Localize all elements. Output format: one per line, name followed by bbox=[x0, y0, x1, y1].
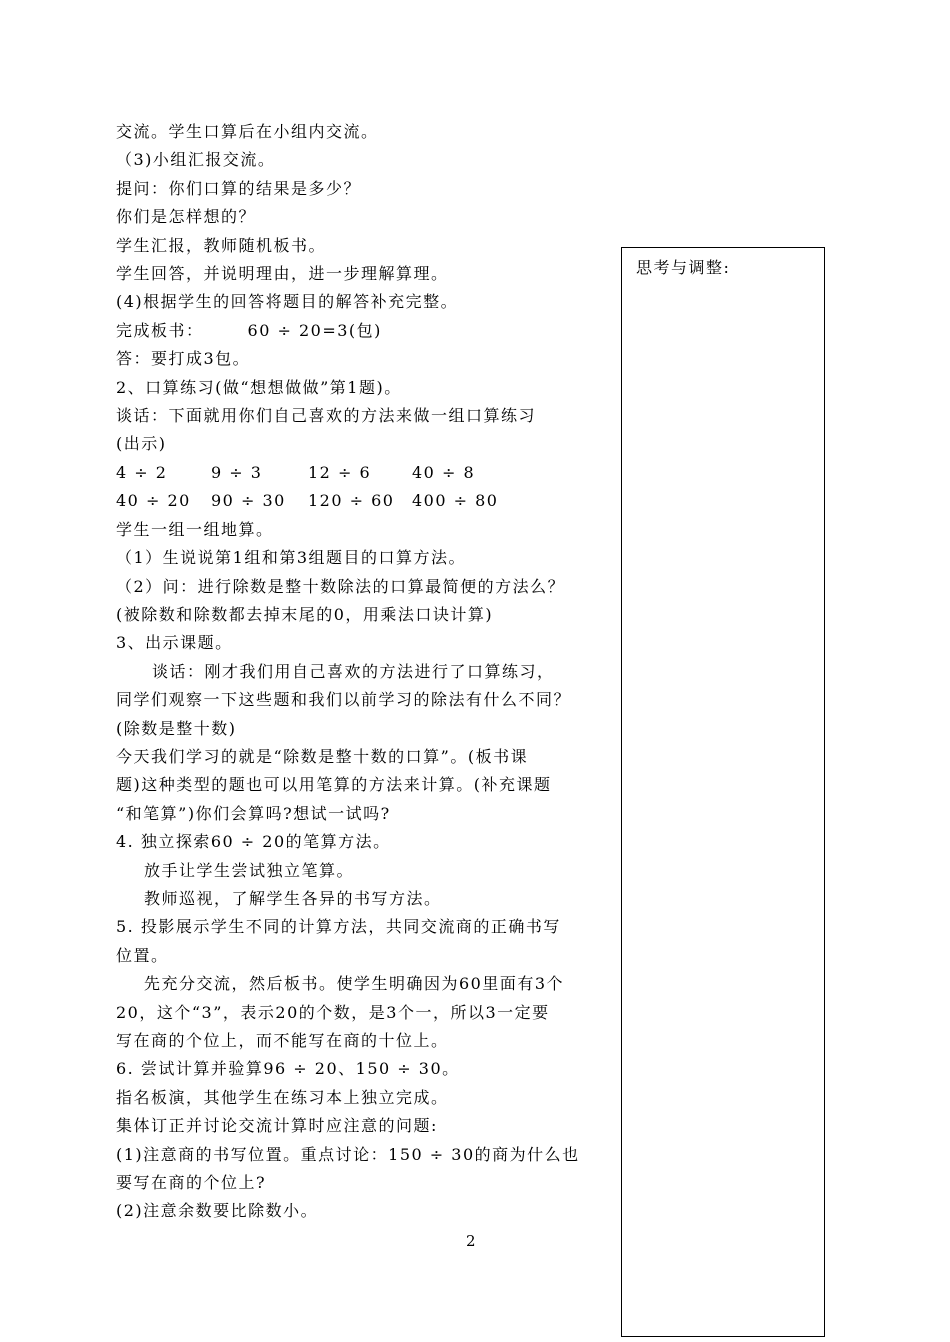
text-line: 学生汇报，教师随机板书。 bbox=[116, 235, 327, 255]
text-line: 教师巡视，了解学生各异的书写方法。 bbox=[144, 888, 442, 908]
text-line: 放手让学生尝试独立笔算。 bbox=[144, 860, 355, 880]
text-line: “和笔算”)你们会算吗?想试一试吗? bbox=[116, 803, 391, 823]
text-line: (被除数和除数都去掉末尾的0，用乘法口诀计算) bbox=[116, 604, 494, 624]
text-line: 学生回答，并说明理由，进一步理解算理。 bbox=[116, 264, 449, 284]
text-line: 学生一组一组地算。 bbox=[116, 519, 274, 539]
exercise-row bbox=[116, 487, 616, 515]
text-line: (1)注意商的书写位置。重点讨论：150 ÷ 30的商为什么也 bbox=[116, 1144, 580, 1164]
text-line: 5. 投影展示学生不同的计算方法，共同交流商的正确书写 bbox=[116, 917, 561, 937]
board-line bbox=[116, 317, 616, 345]
text-line: 要写在商的个位上? bbox=[116, 1173, 267, 1193]
text-line: 3、出示课题。 bbox=[116, 633, 233, 653]
text-line: 位置。 bbox=[116, 945, 169, 965]
board-equation: 60 ÷ 20=3(包) bbox=[247, 320, 382, 340]
text-line: （3)小组汇报交流。 bbox=[116, 150, 276, 170]
exercise-item: 120 ÷ 60 bbox=[308, 491, 395, 511]
text-line: 同学们观察一下这些题和我们以前学习的除法有什么不同？ bbox=[116, 690, 572, 710]
notes-label: 思考与调整: bbox=[636, 258, 731, 277]
text-line: （1）生说说第1组和第3组题目的口算方法。 bbox=[116, 548, 467, 568]
text-line: (2)注意余数要比除数小。 bbox=[116, 1201, 319, 1221]
text-line: （2）问：进行除数是整十数除法的口算最简便的方法么？ bbox=[116, 576, 566, 596]
text-line: 提问：你们口算的结果是多少？ bbox=[116, 178, 362, 198]
exercise-item: 9 ÷ 3 bbox=[211, 462, 263, 482]
text-line: 你们是怎样想的？ bbox=[116, 207, 257, 227]
text-line: 谈话：刚才我们用自己喜欢的方法进行了口算练习， bbox=[152, 661, 555, 681]
text-line: 题)这种类型的题也可以用笔算的方法来计算。(补充课题 bbox=[116, 775, 552, 795]
text-line: 2、口算练习(做“想想做做”第1题)。 bbox=[116, 377, 402, 397]
exercise-item: 400 ÷ 80 bbox=[412, 491, 499, 511]
exercise-item: 40 ÷ 8 bbox=[412, 462, 476, 482]
text-line: (4)根据学生的回答将题目的解答补充完整。 bbox=[116, 292, 459, 312]
text-line: 交流。学生口算后在小组内交流。 bbox=[116, 122, 379, 141]
exercise-item: 40 ÷ 20 bbox=[116, 491, 191, 511]
exercise-item: 12 ÷ 6 bbox=[308, 462, 372, 482]
text-line: 今天我们学习的就是“除数是整十数的口算”。(板书课 bbox=[116, 746, 529, 766]
board-label: 完成板书： bbox=[116, 320, 204, 340]
page-number: 2 bbox=[466, 1232, 476, 1250]
exercise-item: 4 ÷ 2 bbox=[116, 462, 168, 482]
text-line: 指名板演，其他学生在练习本上独立完成。 bbox=[116, 1087, 449, 1107]
text-line: (除数是整十数) bbox=[116, 718, 237, 738]
exercise-item: 90 ÷ 30 bbox=[211, 491, 286, 511]
text-line: (出示) bbox=[116, 434, 167, 454]
text-line: 谈话：下面就用你们自己喜欢的方法来做一组口算练习 bbox=[116, 406, 537, 426]
text-line: 写在商的个位上，而不能写在商的十位上。 bbox=[116, 1031, 449, 1050]
notes-box bbox=[621, 247, 825, 1337]
text-line: 4. 独立探索60 ÷ 20的笔算方法。 bbox=[116, 832, 391, 852]
lesson-text bbox=[116, 118, 616, 1226]
text-line: 先充分交流，然后板书。使学生明确因为60里面有3个 bbox=[144, 974, 565, 994]
text-line: 20，这个“3”，表示20的个数，是3个一，所以3一定要 bbox=[116, 1002, 550, 1022]
text-line: 集体订正并讨论交流计算时应注意的问题: bbox=[116, 1116, 438, 1136]
text-line: 6. 尝试计算并验算96 ÷ 20、150 ÷ 30。 bbox=[116, 1059, 460, 1079]
exercise-row bbox=[116, 459, 616, 487]
text-line: 答：要打成3包。 bbox=[116, 349, 251, 369]
